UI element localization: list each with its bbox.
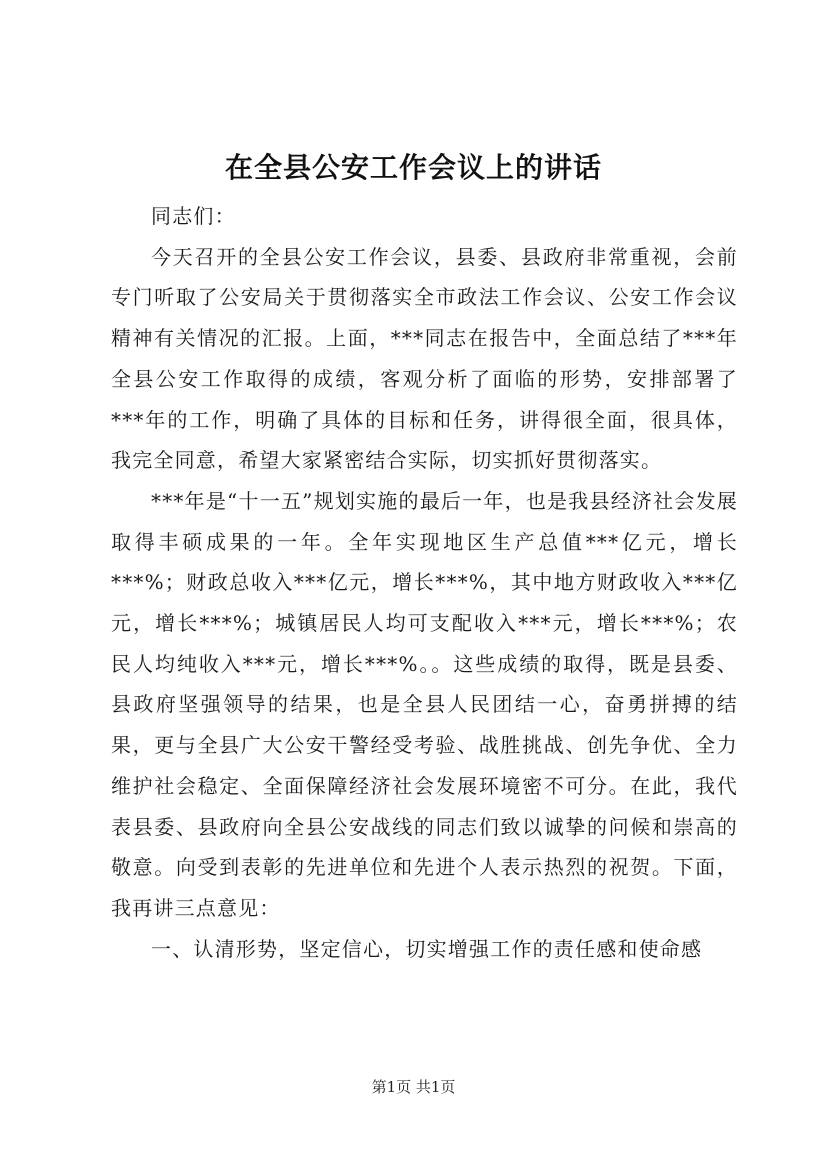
document-body [111, 196, 738, 969]
document-title: 在全县公安工作会议上的讲话 [224, 151, 602, 184]
paragraph-achievements: ***年是“十一五”规划实施的最后一年，也是我县经济社会发展取得丰硕成果的一年。全年实现地区生产总值***亿元，增长***%；财政总收入***亿元，增长***%，其中地方财政收入***亿元，增长***%；城镇居民人均可支配收入***元，增长***%；农民人均纯收入***元，增长***%。。这些成绩的取得，既是县委、县政府坚强领导的结果，也是全县人民团结一心，奋勇拼搏的结果，更与全县广大公安干警经受考验、战胜挑战、创先争优、全力维护社会稳定、全面保障经济社会发展环境密不可分。在此，我代表县委、县政府向全县公安战线的同志们致以诚挚的问候和崇高的敬意。向受到表彰的先进单位和先进个人表示热烈的祝贺。下面，我再讲三点意见： [111, 488, 738, 920]
section-heading-one: 一、认清形势，坚定信心，切实增强工作的责任感和使命感 [151, 936, 703, 961]
paragraph-opening: 今天召开的全县公安工作会议，县委、县政府非常重视，会前专门听取了公安局关于贯彻落实全市政法工作会议、公安工作会议精神有关情况的汇报。上面，***同志在报告中，全面总结了***年全县公安工作取得的成绩，客观分析了面临的形势，安排部署了***年的工作，明确了具体的目标和任务，讲得很全面，很具体，我完全同意，希望大家紧密结合实际，切实抓好贯彻落实。 [111, 244, 738, 473]
page-number-footer: 第1页 共1页 [371, 1078, 456, 1096]
salutation: 同志们： [151, 204, 236, 228]
